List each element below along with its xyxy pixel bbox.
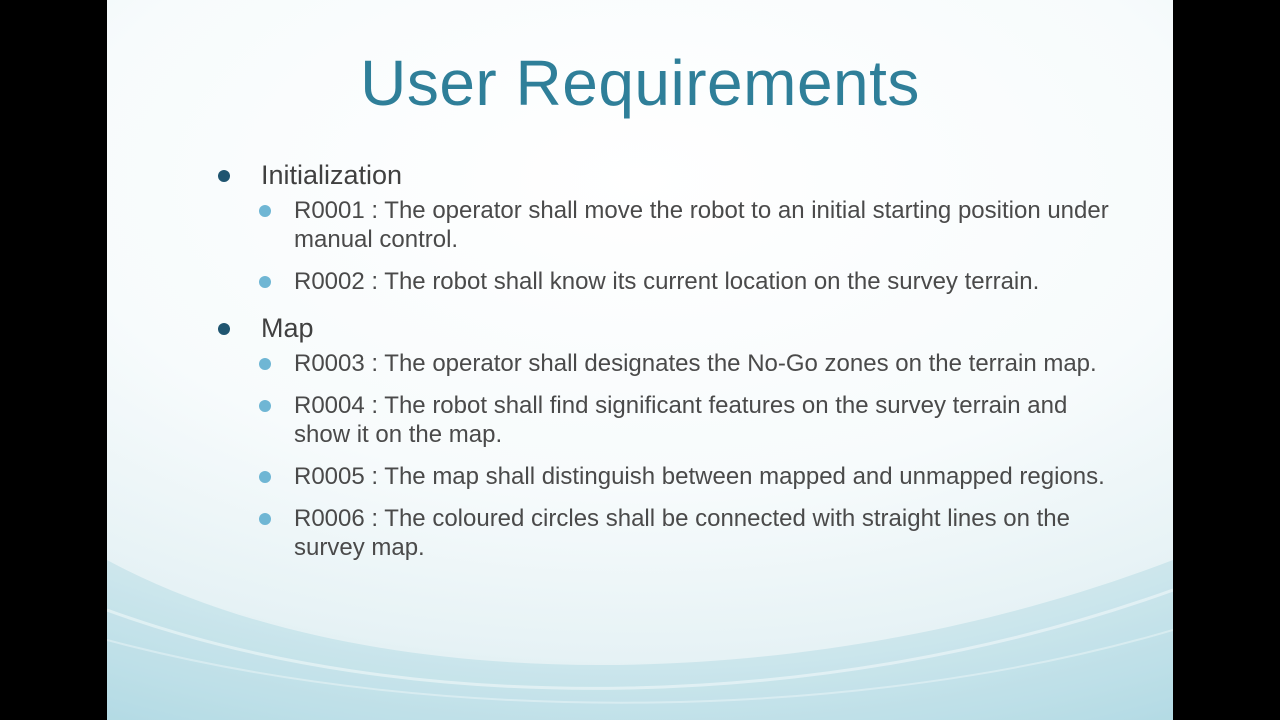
bullet-icon <box>259 276 271 288</box>
requirement-item <box>294 462 1124 491</box>
requirement-item <box>294 391 1124 449</box>
requirement-text: R0001 : The operator shall move the robot to an initial starting position under manual control. <box>294 197 1109 253</box>
section-heading-initialization <box>261 156 1173 194</box>
slide-title: User Requirements <box>360 47 920 119</box>
requirement-item <box>294 504 1124 562</box>
bullet-icon <box>218 323 230 335</box>
bullet-icon <box>259 471 271 483</box>
requirement-item <box>294 349 1124 378</box>
bullet-list <box>107 152 1173 575</box>
section-heading-map <box>261 309 1173 347</box>
bullet-icon <box>218 170 230 182</box>
requirement-text: R0002 : The robot shall know its current location on the survey terrain. <box>294 268 1040 295</box>
bullet-icon <box>259 358 271 370</box>
letterbox-right <box>1173 0 1280 720</box>
section-heading-label: Initialization <box>261 160 403 190</box>
requirement-item <box>294 267 1124 296</box>
bullet-icon <box>259 513 271 525</box>
requirement-text: R0004 : The robot shall find significant features on the survey terrain and show it on the map. <box>294 392 1068 448</box>
section-heading-label: Map <box>261 313 314 343</box>
requirement-text: R0005 : The map shall distinguish between mapped and unmapped regions. <box>294 463 1105 490</box>
bullet-icon <box>259 205 271 217</box>
requirement-item <box>294 196 1124 254</box>
bullet-icon <box>259 400 271 412</box>
letterbox-left <box>0 0 107 720</box>
requirement-text: R0006 : The coloured circles shall be connected with straight lines on the survey map. <box>294 505 1071 561</box>
requirement-text: R0003 : The operator shall designates the No-Go zones on the terrain map. <box>294 350 1097 377</box>
slide <box>107 0 1173 720</box>
